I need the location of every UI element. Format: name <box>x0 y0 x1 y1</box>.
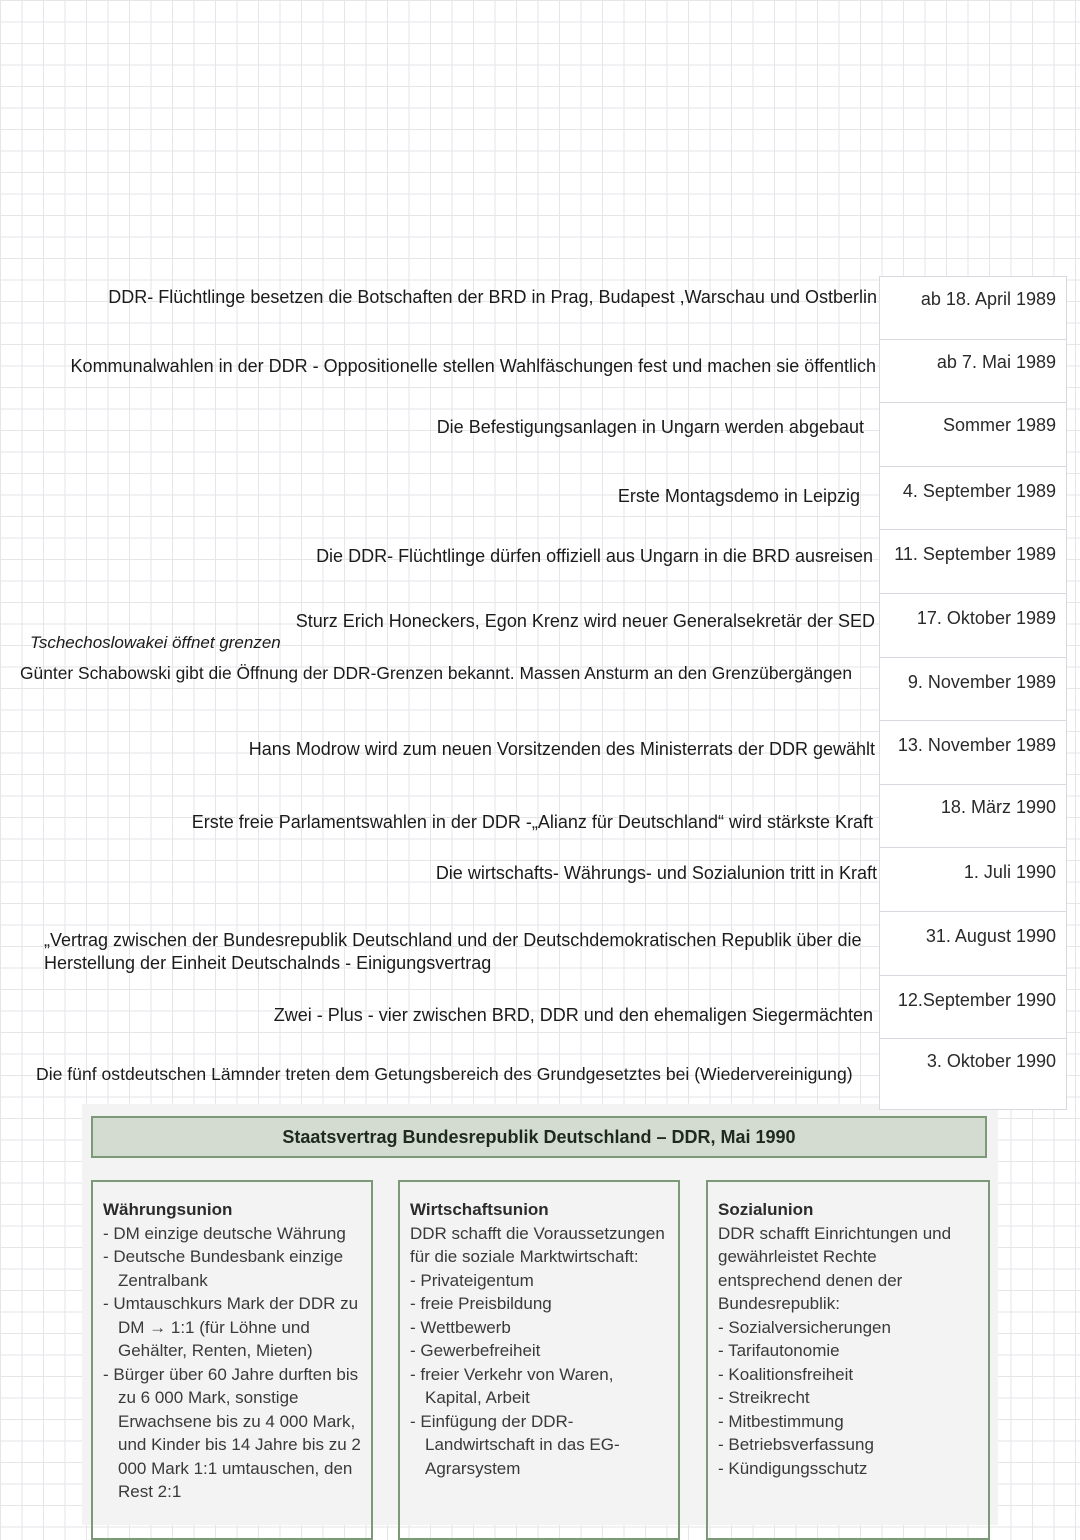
list-item: - Sozialversicherungen <box>718 1316 978 1340</box>
wirtschaftsunion-box <box>398 1180 680 1540</box>
date-column <box>879 276 1067 1110</box>
date-cell: 12.September 1990 <box>879 976 1067 1040</box>
list-item: - Kündigungsschutz <box>718 1457 978 1481</box>
event-text: Die DDR- Flüchtlinge dürfen offiziell aus Ungarn in die BRD ausreisen <box>316 546 873 566</box>
box-intro: DDR schafft Einrichtungen und gewährleistet Rechte entsprechend denen der Bundesrepublik: <box>718 1223 952 1313</box>
date-cell: ab 7. Mai 1989 <box>879 340 1067 404</box>
box-heading: Sozialunion <box>718 1200 814 1219</box>
event-text: Die Befestigungsanlagen in Ungarn werden abgebaut <box>436 417 864 437</box>
list-item: - freier Verkehr von Waren, Kapital, Arbeit <box>410 1363 668 1410</box>
wirtschaftsunion-list <box>410 1269 668 1481</box>
list-item: - DM einzige deutsche Währung <box>103 1222 361 1246</box>
waehrungsunion-list <box>103 1222 361 1504</box>
event-text: Die wirtschafts- Währungs- und Sozialunion tritt in Kraft <box>435 863 877 883</box>
list-item: - freie Preisbildung <box>410 1292 668 1316</box>
box-heading: Wirtschaftsunion <box>410 1200 549 1219</box>
list-item: - Einfügung der DDR-Landwirtschaft in das EG-Agrarsystem <box>410 1410 668 1481</box>
waehrungsunion-box <box>91 1180 373 1540</box>
treaty-title: Staatsvertrag Bundesrepublik Deutschland – DDR, Mai 1990 <box>91 1116 987 1158</box>
list-item: - Mitbestimmung <box>718 1410 978 1434</box>
date-cell: Sommer 1989 <box>879 403 1067 467</box>
box-heading: Währungsunion <box>103 1200 233 1219</box>
event-text: Erste Montagsdemo in Leipzig <box>617 486 860 506</box>
event-text: „Vertrag zwischen der Bundesrepublik Deutschland und der Deutschdemokratischen Republik über die <box>44 930 862 950</box>
event-text: Die fünf ostdeutschen Lämnder treten dem Getungsbereich des Grundgesetztes bei (Wiedervereinigung) <box>36 1064 853 1084</box>
list-item: - Tarifautonomie <box>718 1339 978 1363</box>
handwritten-note: Tschechoslowakei öffnet grenzen <box>30 633 281 652</box>
list-item: - Koalitionsfreiheit <box>718 1363 978 1387</box>
list-item: - Umtauschkurs Mark der DDR zu DM → 1:1 (für Löhne und Gehälter, Renten, Mieten) <box>103 1292 361 1363</box>
date-cell: 4. September 1989 <box>879 467 1067 531</box>
date-cell: 13. November 1989 <box>879 721 1067 785</box>
date-cell: ab 18. April 1989 <box>879 276 1067 340</box>
sozialunion-box <box>706 1180 990 1540</box>
event-text: Hans Modrow wird zum neuen Vorsitzenden des Ministerrats der DDR gewählt <box>248 739 875 759</box>
list-item: - Bürger über 60 Jahre durften bis zu 6 000 Mark, sonstige Erwachsene bis zu 4 000 Mark, und Kinder bis 14 Jahre bis zu 2 000 Mark 1:1 umtauschen, den Rest 2:1 <box>103 1363 361 1504</box>
date-cell: 17. Oktober 1989 <box>879 594 1067 658</box>
date-cell: 18. März 1990 <box>879 785 1067 849</box>
list-item: - Gewerbefreiheit <box>410 1339 668 1363</box>
date-cell: 9. November 1989 <box>879 658 1067 722</box>
date-cell: 31. August 1990 <box>879 912 1067 976</box>
event-text: Sturz Erich Honeckers, Egon Krenz wird neuer Generalsekretär der SED <box>295 611 875 631</box>
list-item: - Betriebsverfassung <box>718 1433 978 1457</box>
date-cell: 11. September 1989 <box>879 530 1067 594</box>
event-text: Zwei - Plus - vier zwischen BRD, DDR und den ehemaligen Siegermächten <box>273 1005 873 1025</box>
box-intro: DDR schafft die Voraussetzungen für die soziale Marktwirtschaft: <box>410 1223 665 1266</box>
date-cell: 1. Juli 1990 <box>879 848 1067 912</box>
event-text: Günter Schabowski gibt die Öffnung der DDR-Grenzen bekannt. Massen Ansturm an den Grenzübergängen <box>20 663 853 683</box>
event-text: Erste freie Parlamentswahlen in der DDR -„Alianz für Deutschland“ wird stärkste Kraft <box>191 812 873 832</box>
list-item: - Privateigentum <box>410 1269 668 1293</box>
list-item: - Streikrecht <box>718 1386 978 1410</box>
event-text: Herstellung der Einheit Deutschalnds - Einigungsvertrag <box>44 953 492 973</box>
event-text: DDR- Flüchtlinge besetzen die Botschaften der BRD in Prag, Budapest ,Warschau und Ostberlin <box>108 287 877 307</box>
treaty-panel <box>82 1104 998 1525</box>
list-item: - Wettbewerb <box>410 1316 668 1340</box>
sozialunion-list <box>718 1316 978 1481</box>
list-item: - Deutsche Bundesbank einzige Zentralbank <box>103 1245 361 1292</box>
event-text: Kommunalwahlen in der DDR - Oppositionelle stellen Wahlfäschungen fest und machen sie öffentlich <box>70 356 876 376</box>
date-cell: 3. Oktober 1990 <box>879 1039 1067 1110</box>
